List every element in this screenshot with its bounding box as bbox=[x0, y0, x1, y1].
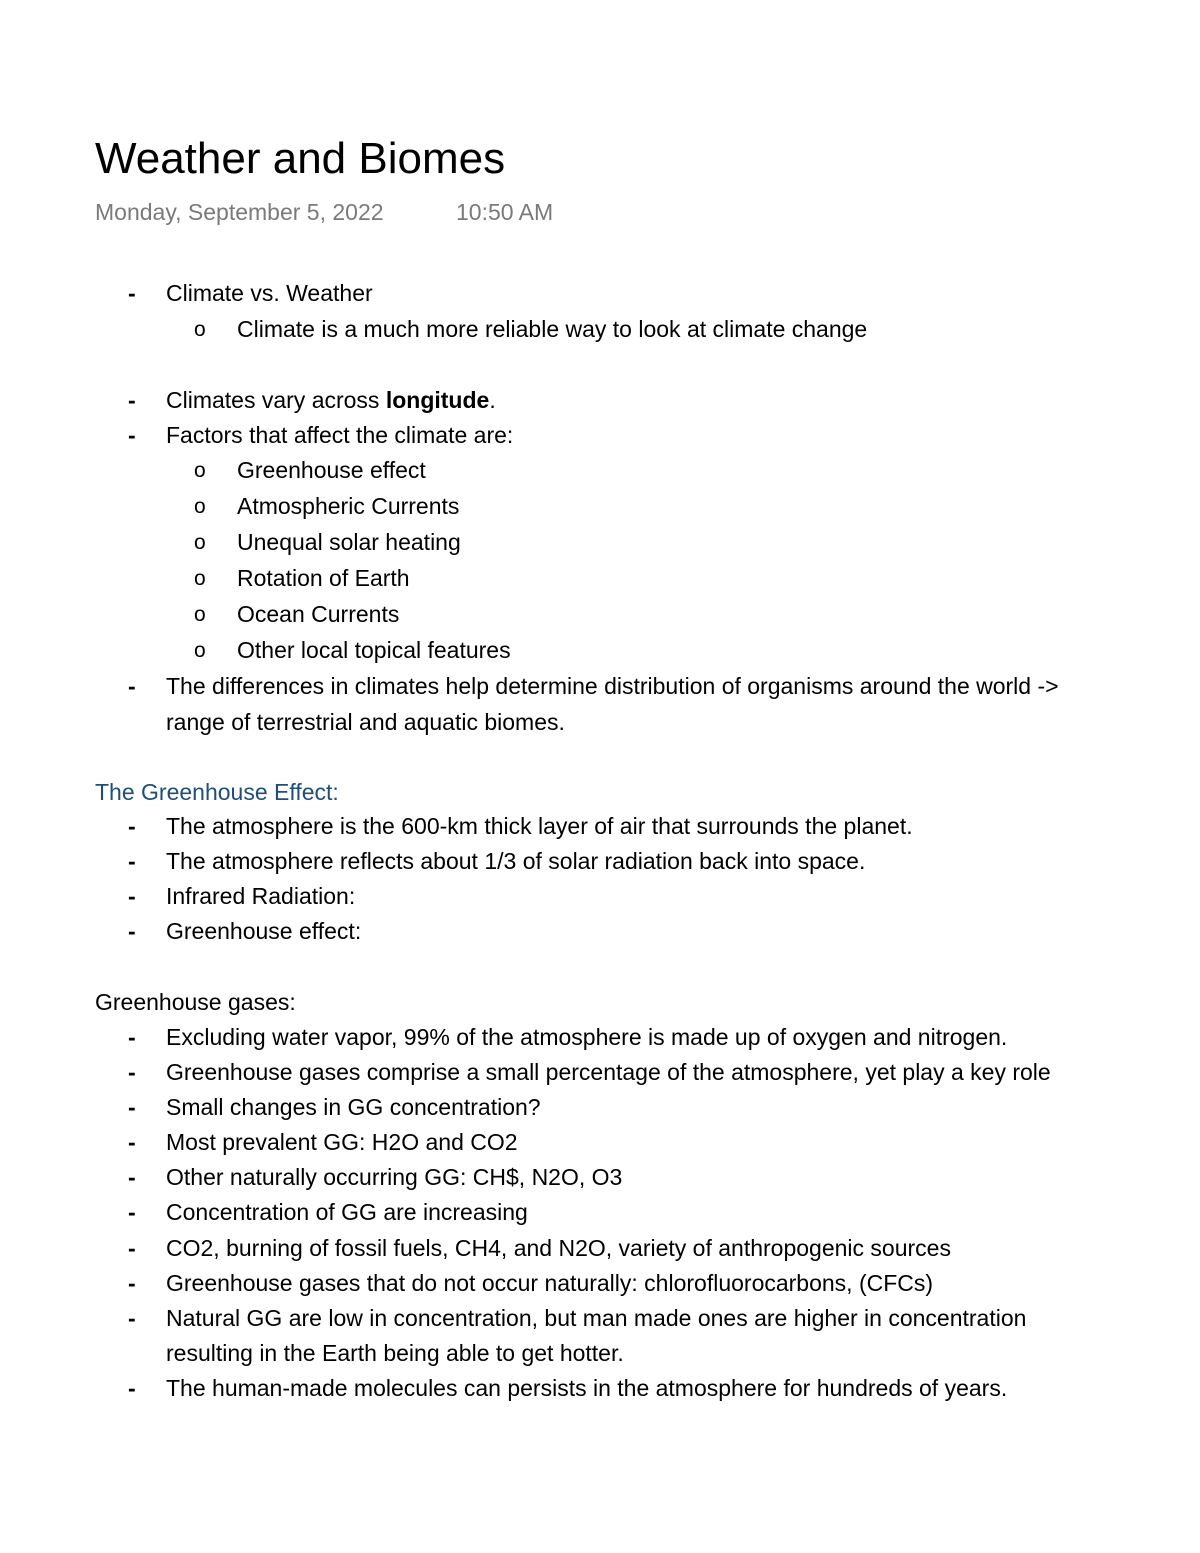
bullet-dash: - bbox=[128, 1235, 136, 1261]
list-item: Most prevalent GG: H2O and CO2 bbox=[166, 1129, 518, 1155]
list-item: Rotation of Earth bbox=[237, 565, 410, 591]
list-item: The atmosphere is the 600-km thick layer of air that surrounds the planet. bbox=[166, 813, 913, 839]
bullet-circle: o bbox=[194, 495, 206, 518]
bullet-dash: - bbox=[128, 1024, 136, 1050]
bullet-circle: o bbox=[194, 567, 206, 590]
list-item: Greenhouse effect: bbox=[166, 918, 362, 944]
bullet-dash: - bbox=[128, 1305, 136, 1331]
bullet-dash: - bbox=[128, 1375, 136, 1401]
section-heading-greenhouse-gases: Greenhouse gases: bbox=[95, 989, 296, 1015]
list-item: Natural GG are low in concentration, but man made ones are higher in concentration bbox=[166, 1305, 1027, 1331]
bullet-circle: o bbox=[194, 459, 206, 482]
list-item: Excluding water vapor, 99% of the atmosphere is made up of oxygen and nitrogen. bbox=[166, 1024, 1008, 1050]
bullet-dash: - bbox=[128, 1270, 136, 1296]
list-item: Small changes in GG concentration? bbox=[166, 1094, 541, 1120]
bullet-circle: o bbox=[194, 531, 206, 554]
bold-term: longitude bbox=[385, 387, 490, 413]
bullet-dash: - bbox=[128, 813, 136, 839]
list-item: The differences in climates help determine distribution of organisms around the world -> bbox=[166, 673, 1059, 699]
list-item: CO2, burning of fossil fuels, CH4, and N2O, variety of anthropogenic sources bbox=[166, 1235, 951, 1261]
bullet-circle: o bbox=[194, 639, 206, 662]
list-item: Other local topical features bbox=[237, 637, 511, 663]
bullet-dash: - bbox=[128, 1199, 136, 1225]
bullet-dash: - bbox=[128, 280, 136, 306]
list-item: Unequal solar heating bbox=[237, 529, 461, 555]
list-item: Infrared Radiation: bbox=[166, 883, 356, 909]
list-item: Climate vs. Weather bbox=[166, 280, 373, 306]
text-span: Climates vary across bbox=[166, 387, 386, 413]
list-item: The human-made molecules can persists in the atmosphere for hundreds of years. bbox=[166, 1375, 1008, 1401]
bullet-dash: - bbox=[128, 673, 136, 699]
bullet-circle: o bbox=[194, 603, 206, 626]
bullet-dash: - bbox=[128, 918, 136, 944]
note-date: Monday, September 5, 2022 bbox=[95, 199, 384, 225]
bullet-dash: - bbox=[128, 387, 136, 413]
list-item: Concentration of GG are increasing bbox=[166, 1199, 528, 1225]
list-item: Greenhouse effect bbox=[237, 457, 426, 483]
list-item: The atmosphere reflects about 1/3 of solar radiation back into space. bbox=[166, 848, 866, 874]
section-heading-greenhouse-effect: The Greenhouse Effect: bbox=[95, 779, 339, 805]
list-item bbox=[166, 385, 496, 415]
list-item-continuation: resulting in the Earth being able to get hotter. bbox=[166, 1340, 624, 1366]
bullet-dash: - bbox=[128, 848, 136, 874]
bullet-circle: o bbox=[194, 318, 206, 341]
list-item-continuation: range of terrestrial and aquatic biomes. bbox=[166, 709, 565, 735]
list-item: Climate is a much more reliable way to look at climate change bbox=[237, 316, 868, 342]
list-item: Ocean Currents bbox=[237, 601, 400, 627]
list-item: Atmospheric Currents bbox=[237, 493, 460, 519]
list-item: Factors that affect the climate are: bbox=[166, 422, 514, 448]
bullet-dash: - bbox=[128, 1094, 136, 1120]
note-time: 10:50 AM bbox=[456, 199, 554, 225]
bullet-dash: - bbox=[128, 1164, 136, 1190]
bullet-dash: - bbox=[128, 1059, 136, 1085]
text-span: . bbox=[489, 387, 496, 413]
bullet-dash: - bbox=[128, 1129, 136, 1155]
list-item: Greenhouse gases comprise a small percentage of the atmosphere, yet play a key role bbox=[166, 1059, 1051, 1085]
list-item: Other naturally occurring GG: CH$, N2O, O3 bbox=[166, 1164, 623, 1190]
bullet-dash: - bbox=[128, 422, 136, 448]
page-title: Weather and Biomes bbox=[95, 134, 506, 183]
bullet-dash: - bbox=[128, 883, 136, 909]
list-item: Greenhouse gases that do not occur naturally: chlorofluorocarbons, (CFCs) bbox=[166, 1270, 934, 1296]
